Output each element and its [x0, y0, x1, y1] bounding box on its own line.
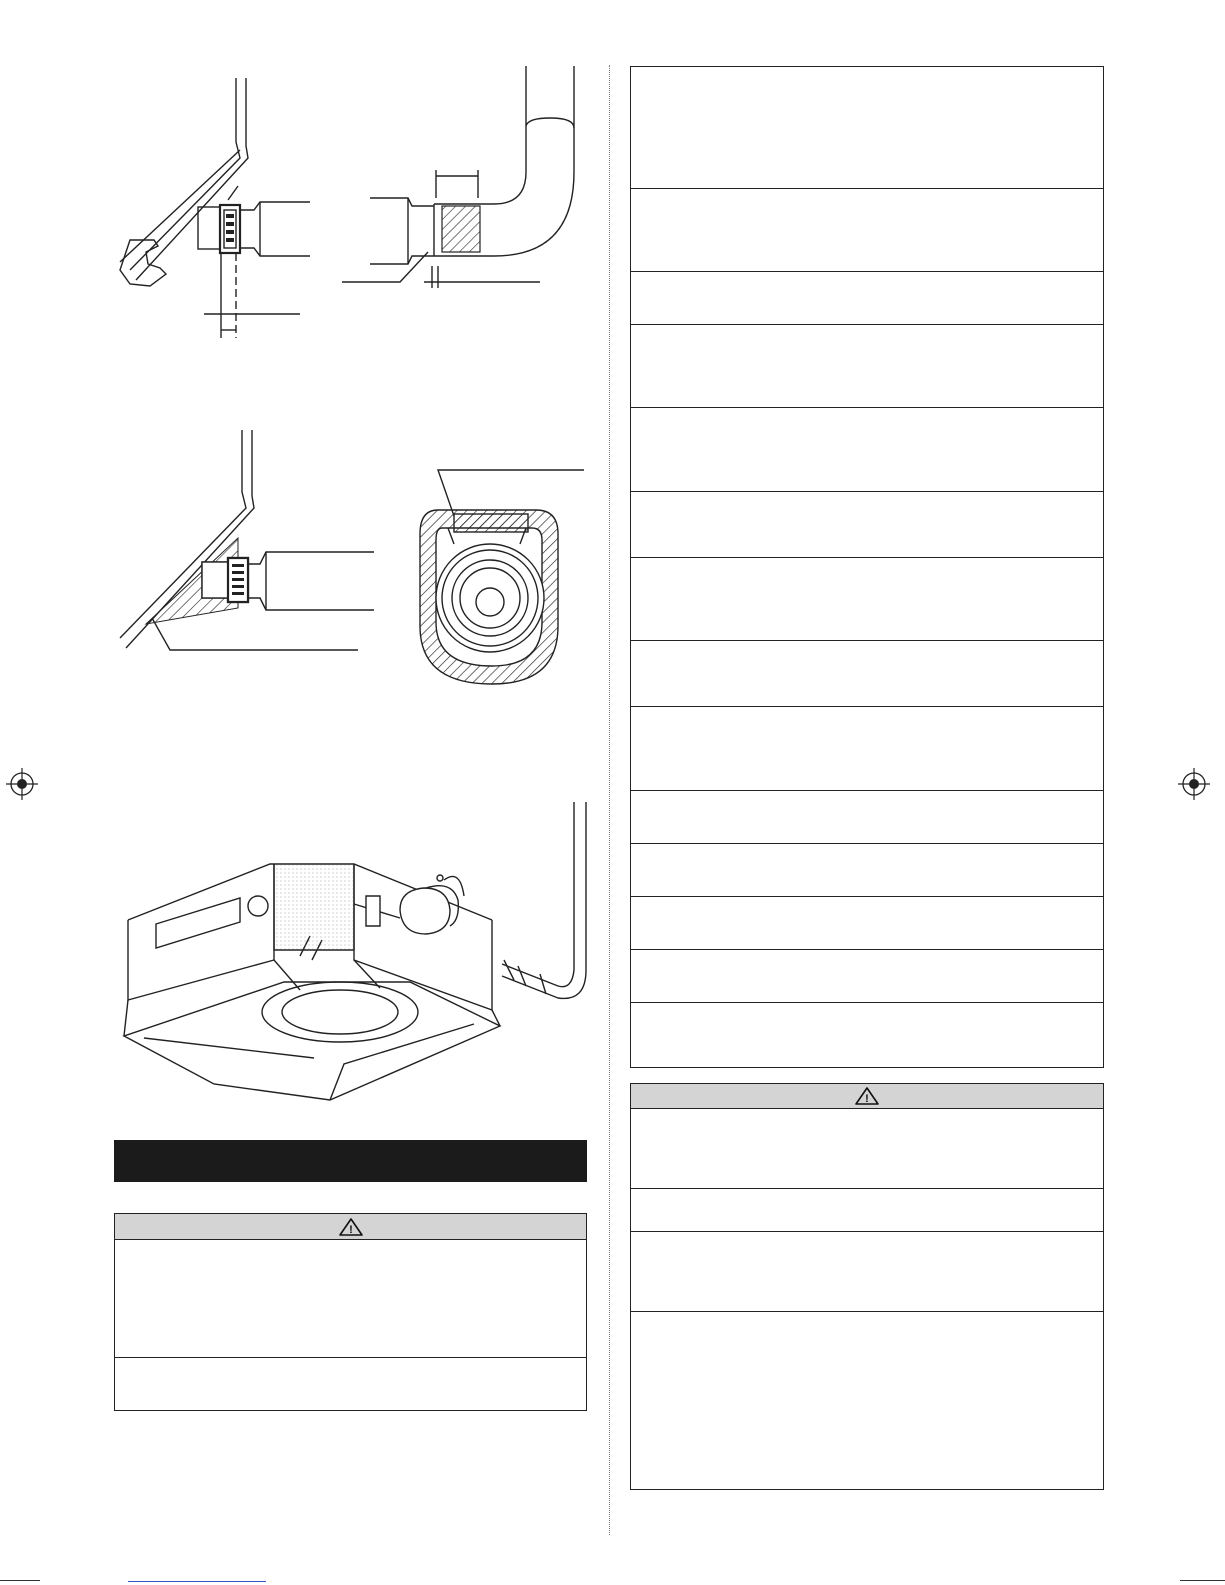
- table-row: [631, 790, 1103, 844]
- table-row: [631, 188, 1103, 272]
- figure-pipe-elbow-insulation: [338, 66, 588, 296]
- warning-cell: [631, 1231, 1103, 1312]
- warning-triangle-icon: [338, 1217, 364, 1237]
- right-warning-box: [630, 1083, 1104, 1490]
- section-header-bar: [114, 1140, 587, 1182]
- warning-cell: [631, 1109, 1103, 1188]
- table-row: [631, 1002, 1103, 1068]
- column-divider: [609, 65, 610, 1535]
- figure-flare-nut-wrench: [100, 70, 310, 340]
- table-row: [631, 271, 1103, 325]
- footer-trim-line: [0, 1580, 40, 1581]
- footer-link-underline: [128, 1581, 266, 1582]
- table-row: [631, 491, 1103, 558]
- figure-cassette-unit-drain: [104, 800, 594, 1120]
- figure-insulation-wall-joint: [100, 428, 380, 668]
- table-row: [631, 407, 1103, 492]
- table-row: [631, 67, 1103, 188]
- registration-mark-icon: [6, 768, 38, 800]
- warning-cell: [631, 1311, 1103, 1490]
- right-table-box: [630, 66, 1104, 1068]
- table-row: [631, 896, 1103, 950]
- svg-text:!: !: [348, 1223, 353, 1236]
- warning-header: [115, 1214, 586, 1240]
- warning-header: [631, 1084, 1103, 1109]
- footer-trim-line: [1180, 1580, 1225, 1581]
- svg-text:!: !: [865, 1093, 869, 1105]
- figure-pipe-cross-section: [410, 458, 588, 690]
- table-row: [631, 949, 1103, 1003]
- table-row: [631, 706, 1103, 791]
- warning-cell: [115, 1240, 586, 1357]
- table-row: [631, 843, 1103, 897]
- left-warning-box: [114, 1213, 587, 1411]
- warning-triangle-icon: [854, 1086, 880, 1106]
- registration-mark-icon: [1178, 768, 1210, 800]
- table-row: [631, 324, 1103, 408]
- table-row: [631, 557, 1103, 641]
- warning-cell: [631, 1188, 1103, 1232]
- warning-cell: [115, 1357, 586, 1411]
- table-row: [631, 640, 1103, 707]
